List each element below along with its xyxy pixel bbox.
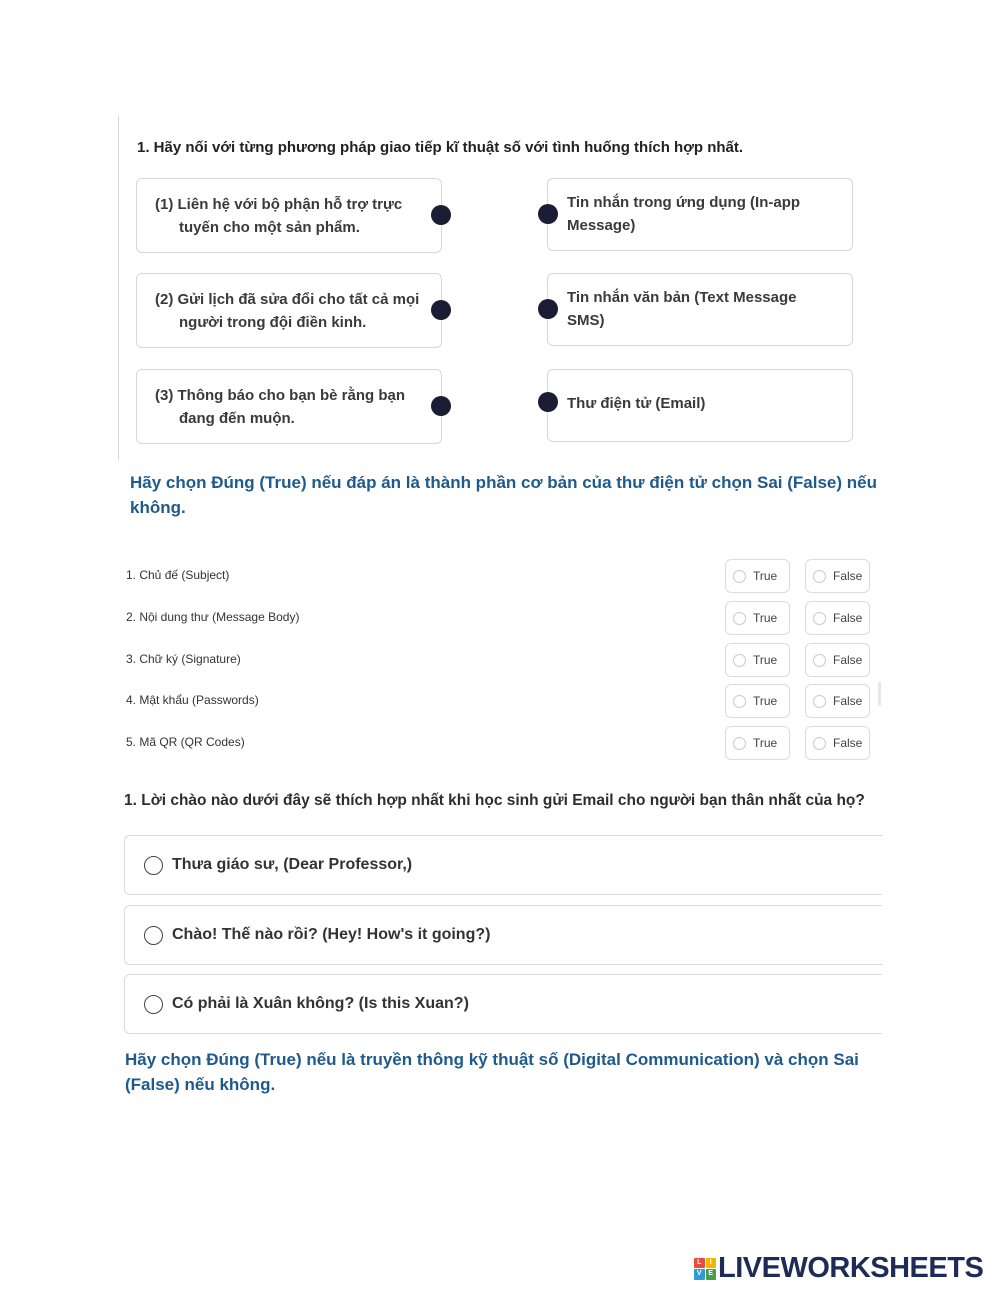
false-option-row-2[interactable] [805,601,870,635]
choice-option-1[interactable] [124,835,882,895]
false-label: False [833,653,863,667]
left-divider [118,116,119,460]
radio-icon [813,695,826,708]
choice-label: Thưa giáo sư, (Dear Professor,) [172,856,413,873]
false-option-row-5[interactable] [805,726,870,760]
radio-icon [733,737,746,750]
radio-icon [144,926,163,945]
radio-icon [813,612,826,625]
match-left-item-2 [136,273,442,348]
match-left-num: (2) [155,291,174,308]
true-false-title: Hãy chọn Đúng (True) nếu đáp án là thành phần cơ bản của thư điện tử chọn Sai (False) nếu không. [130,473,877,517]
radio-icon [144,856,163,875]
false-option-row-3[interactable] [805,643,870,677]
true-option-row-3[interactable] [725,643,790,677]
multiple-choice-title: 1. Lời chào nào dưới đây sẽ thích hợp nhất khi học sinh gửi Email cho người bạn thân nhất của họ? [124,792,865,809]
false-option-row-4[interactable] [805,684,870,718]
false-label: False [833,611,863,625]
logo-letter: I [706,1258,717,1269]
choice-option-3[interactable] [124,974,882,1034]
true-label: True [753,694,778,708]
match-right-item-2 [547,273,853,346]
matching-question-title: 1. Hãy nối với từng phương pháp giao tiếp kĩ thuật số với tình huống thích hợp nhất. [137,139,744,156]
choice-option-2[interactable] [124,905,882,965]
tf-row-label: 5. Mã QR (QR Codes) [126,735,245,749]
true-option-row-4[interactable] [725,684,790,718]
choice-label: Chào! Thế nào rồi? (Hey! How's it going?) [172,926,491,943]
radio-icon [813,654,826,667]
true-option-row-2[interactable] [725,601,790,635]
radio-icon [813,570,826,583]
match-right-text: Tin nhắn trong ứng dụng (In-app Message) [567,194,801,234]
match-right-text: Thư điện tử (Email) [567,395,706,412]
true-option-row-1[interactable] [725,559,790,593]
logo-letter: L [694,1258,705,1269]
false-label: False [833,694,863,708]
true-label: True [753,653,778,667]
true-label: True [753,611,778,625]
false-label: False [833,569,863,583]
radio-icon [733,654,746,667]
match-left-connector-2[interactable] [431,300,451,320]
match-left-text: Gửi lịch đã sửa đổi cho tất cả mọi người trong đội điền kinh. [177,291,420,331]
match-right-item-3 [547,369,853,442]
false-label: False [833,736,863,750]
match-right-item-1 [547,178,853,251]
logo-icon [694,1258,716,1280]
radio-icon [733,612,746,625]
match-left-num: (1) [155,196,174,213]
true-label: True [753,736,778,750]
match-left-text: Thông báo cho bạn bè rằng bạn đang đến muộn. [177,387,406,427]
false-option-row-1[interactable] [805,559,870,593]
match-right-connector-3[interactable] [538,392,558,412]
tf-row-label: 1. Chủ đế (Subject) [126,568,230,582]
liveworksheets-logo [694,1252,983,1285]
match-left-item-3 [136,369,442,444]
true-label: True [753,569,778,583]
logo-letter: E [706,1269,717,1280]
scrollbar[interactable] [878,682,881,706]
match-right-connector-2[interactable] [538,299,558,319]
match-left-connector-3[interactable] [431,396,451,416]
true-option-row-5[interactable] [725,726,790,760]
radio-icon [813,737,826,750]
true-false-2-title: Hãy chọn Đúng (True) nếu là truyền thông kỹ thuật số (Digital Communication) và chọn Sai (False) nếu không. [125,1050,859,1094]
match-right-connector-1[interactable] [538,204,558,224]
match-left-item-1 [136,178,442,253]
radio-icon [733,570,746,583]
match-left-connector-1[interactable] [431,205,451,225]
tf-row-label: 2. Nội dung thư (Message Body) [126,610,300,624]
match-left-num: (3) [155,387,174,404]
logo-letter: V [694,1269,705,1280]
tf-row-label: 3. Chữ ký (Signature) [126,652,241,666]
match-right-text: Tin nhắn văn bản (Text Message SMS) [567,289,797,329]
tf-row-label: 4. Mật khẩu (Passwords) [126,693,259,707]
choice-label: Có phải là Xuân không? (Is this Xuan?) [172,995,469,1012]
radio-icon [733,695,746,708]
match-left-text: Liên hệ với bộ phận hỗ trợ trực tuyến cho một sản phẩm. [177,196,403,236]
radio-icon [144,995,163,1014]
logo-text: LIVEWORKSHEETS [718,1252,984,1284]
